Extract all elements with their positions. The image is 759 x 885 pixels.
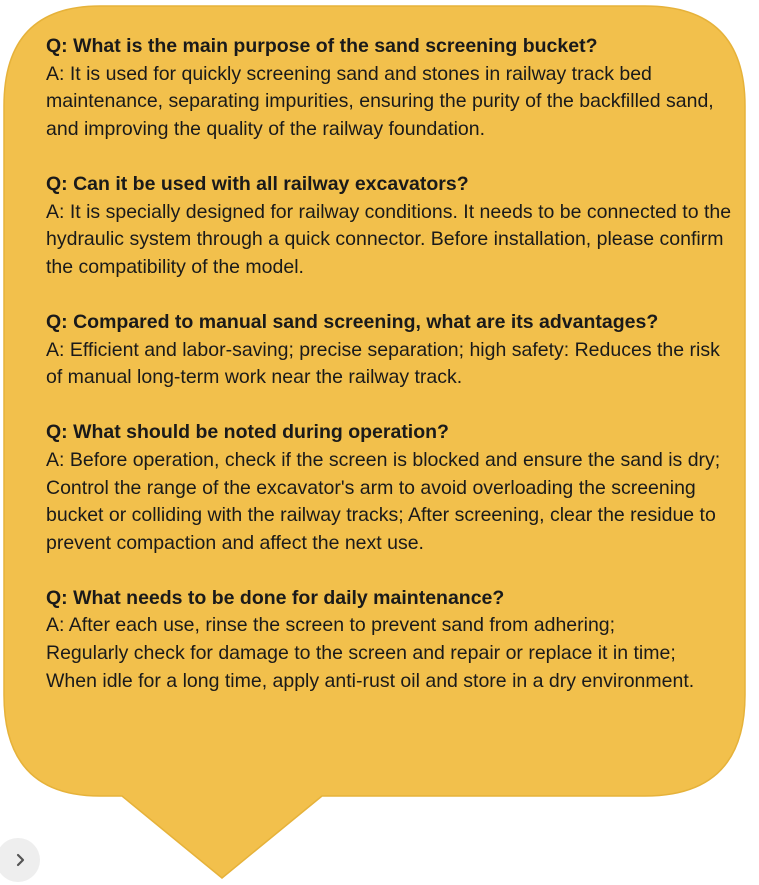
faq-item: [46, 171, 741, 281]
faq-answer: A: It is used for quickly screening sand and stones in railway track bed maintenance, separating impurities, ensuring the purity of the backfilled sand, and improving the quality of the railway foundation.: [46, 62, 714, 140]
faq-question: Q: What needs to be done for daily maintenance?: [46, 586, 505, 609]
faq-item: [46, 309, 741, 392]
faq-answer: A: After each use, rinse the screen to prevent sand from adhering;: [46, 614, 616, 637]
faq-list: [46, 33, 741, 695]
faq-answer: A: It is specially designed for railway conditions. It needs to be connected to the hydraulic system through a quick connector. Before installation, please confirm the compatibility of the model.: [46, 200, 732, 278]
faq-answer: A: Efficient and labor-saving; precise separation; high safety: Reduces the risk of manual long-term work near the railway track.: [46, 338, 720, 389]
faq-question: Q: Can it be used with all railway excavators?: [46, 172, 469, 195]
faq-question: Q: Compared to manual sand screening, what are its advantages?: [46, 310, 659, 333]
faq-question: Q: What should be noted during operation?: [46, 421, 449, 444]
faq-answer: Control the range of the excavator's arm to avoid overloading the screening bucket or colliding with the railway tracks; After screening, clear the residue to prevent compaction and affect the next use.: [46, 476, 716, 554]
faq-answer: When idle for a long time, apply anti-rust oil and store in a dry environment.: [46, 669, 695, 692]
faq-answer: Regularly check for damage to the screen and repair or replace it in time;: [46, 642, 676, 665]
faq-item: [46, 33, 741, 143]
faq-item: [46, 585, 741, 695]
faq-answer: A: Before operation, check if the screen is blocked and ensure the sand is dry;: [46, 448, 721, 471]
chevron-right-icon: [14, 853, 28, 867]
faq-question: Q: What is the main purpose of the sand screening bucket?: [46, 35, 598, 57]
faq-item: [46, 419, 741, 557]
